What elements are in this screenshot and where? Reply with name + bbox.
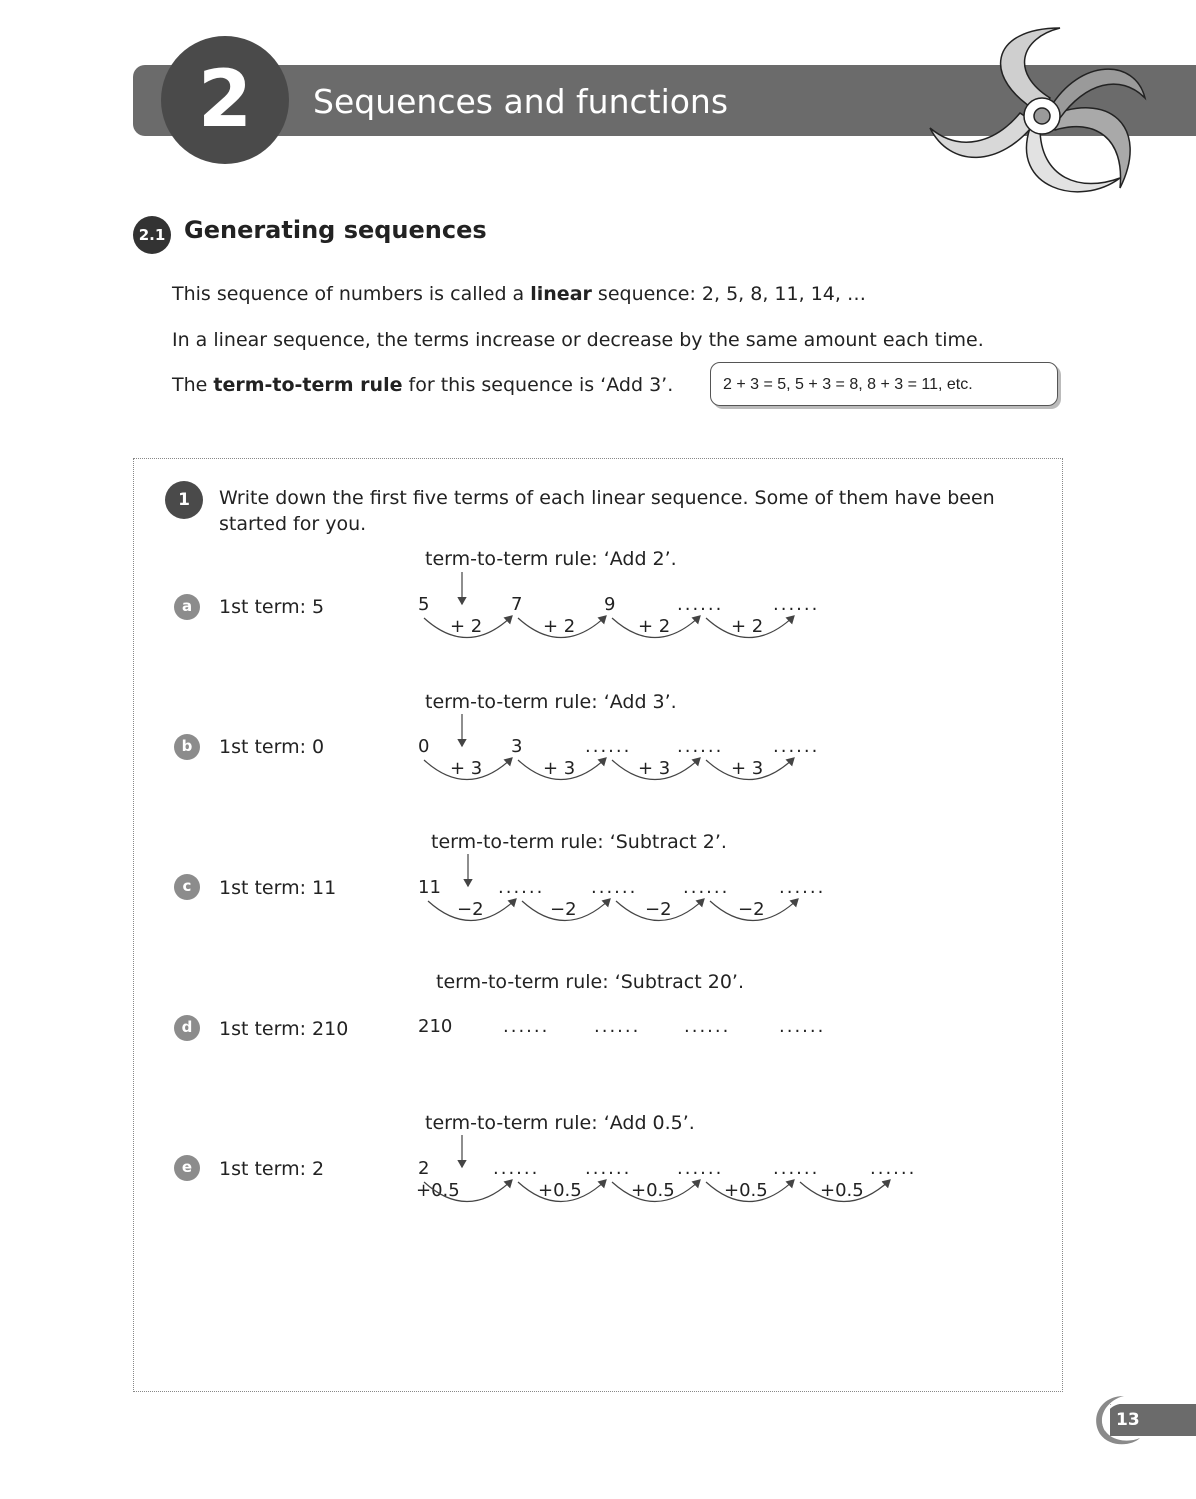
step-e-3: +0.5	[631, 1180, 675, 1201]
part-letter-b: b	[174, 734, 200, 760]
chapter-number: 2	[161, 36, 289, 164]
term-d-2: ......	[503, 1016, 550, 1037]
rule-label-e: term-to-term rule: ‘Add 0.5’.	[425, 1112, 695, 1134]
term-e-1: 2	[418, 1158, 430, 1179]
first-term-c: 1st term: 11	[219, 877, 337, 899]
intro-line-2: In a linear sequence, the terms increase or decrease by the same amount each time.	[172, 329, 984, 351]
rule-label-b: term-to-term rule: ‘Add 3’.	[425, 691, 677, 713]
term-a-5: ......	[773, 594, 820, 615]
step-e-5: +0.5	[820, 1180, 864, 1201]
part-letter-e: e	[174, 1155, 200, 1181]
first-term-d: 1st term: 210	[219, 1018, 349, 1040]
step-a-4: + 2	[731, 616, 764, 637]
page-number: 13	[1116, 1410, 1140, 1430]
term-e-4: ......	[677, 1158, 724, 1179]
step-e-4: +0.5	[724, 1180, 768, 1201]
step-b-3: + 3	[638, 758, 671, 779]
term-d-3: ......	[594, 1016, 641, 1037]
term-e-5: ......	[773, 1158, 820, 1179]
intro-line-3: The term-to-term rule for this sequence is ‘Add 3’.	[172, 374, 674, 396]
step-a-2: + 2	[543, 616, 576, 637]
term-d-5: ......	[779, 1016, 826, 1037]
term-a-2: 7	[511, 594, 523, 615]
step-a-3: + 2	[638, 616, 671, 637]
section-number-badge: 2.1	[133, 216, 171, 254]
linear-term: linear	[530, 283, 592, 305]
term-a-4: ......	[677, 594, 724, 615]
part-letter-d: d	[174, 1015, 200, 1041]
rule-label-d: term-to-term rule: ‘Subtract 20’.	[436, 971, 744, 993]
part-letter-a: a	[174, 594, 200, 620]
rule-label-c: term-to-term rule: ‘Subtract 2’.	[431, 831, 727, 853]
term-to-term-rule-term: term-to-term rule	[213, 374, 403, 396]
question-text: Write down the first five terms of each linear sequence. Some of them have been started for you.	[219, 487, 995, 535]
term-a-3: 9	[604, 594, 616, 615]
term-e-3: ......	[585, 1158, 632, 1179]
part-letter-c: c	[174, 874, 200, 900]
term-b-3: ......	[585, 736, 632, 757]
step-b-2: + 3	[543, 758, 576, 779]
term-b-4: ......	[677, 736, 724, 757]
step-c-4: −2	[738, 899, 765, 920]
first-term-a: 1st term: 5	[219, 596, 325, 618]
intro-line-1: This sequence of numbers is called a linear sequence: 2, 5, 8, 11, 14, …	[172, 283, 866, 305]
step-e-2: +0.5	[538, 1180, 582, 1201]
example-callout: 2 + 3 = 5, 5 + 3 = 8, 8 + 3 = 11, etc.	[710, 362, 1058, 406]
question-number-badge: 1	[165, 481, 203, 519]
term-d-1: 210	[418, 1016, 453, 1037]
step-a-1: + 2	[450, 616, 483, 637]
term-b-5: ......	[773, 736, 820, 757]
step-b-1: + 3	[450, 758, 483, 779]
step-c-3: −2	[645, 899, 672, 920]
term-c-2: ......	[498, 877, 545, 898]
first-term-b: 1st term: 0	[219, 736, 325, 758]
term-c-1: 11	[418, 877, 441, 898]
term-c-5: ......	[779, 877, 826, 898]
term-c-3: ......	[591, 877, 638, 898]
term-b-2: 3	[511, 736, 523, 757]
term-d-4: ......	[684, 1016, 731, 1037]
term-b-1: 0	[418, 736, 430, 757]
term-a-1: 5	[418, 594, 430, 615]
step-c-1: −2	[457, 899, 484, 920]
step-b-4: + 3	[731, 758, 764, 779]
section-title: Generating sequences	[184, 216, 487, 244]
rule-label-a: term-to-term rule: ‘Add 2’.	[425, 548, 677, 570]
term-c-4: ......	[683, 877, 730, 898]
first-term-e: 1st term: 2	[219, 1158, 325, 1180]
step-c-2: −2	[550, 899, 577, 920]
term-e-6: ......	[870, 1158, 917, 1179]
term-e-2: ......	[493, 1158, 540, 1179]
step-e-1: +0.5	[416, 1180, 460, 1201]
chapter-title: Sequences and functions	[313, 82, 729, 121]
swirl-decoration-icon	[920, 18, 1160, 208]
